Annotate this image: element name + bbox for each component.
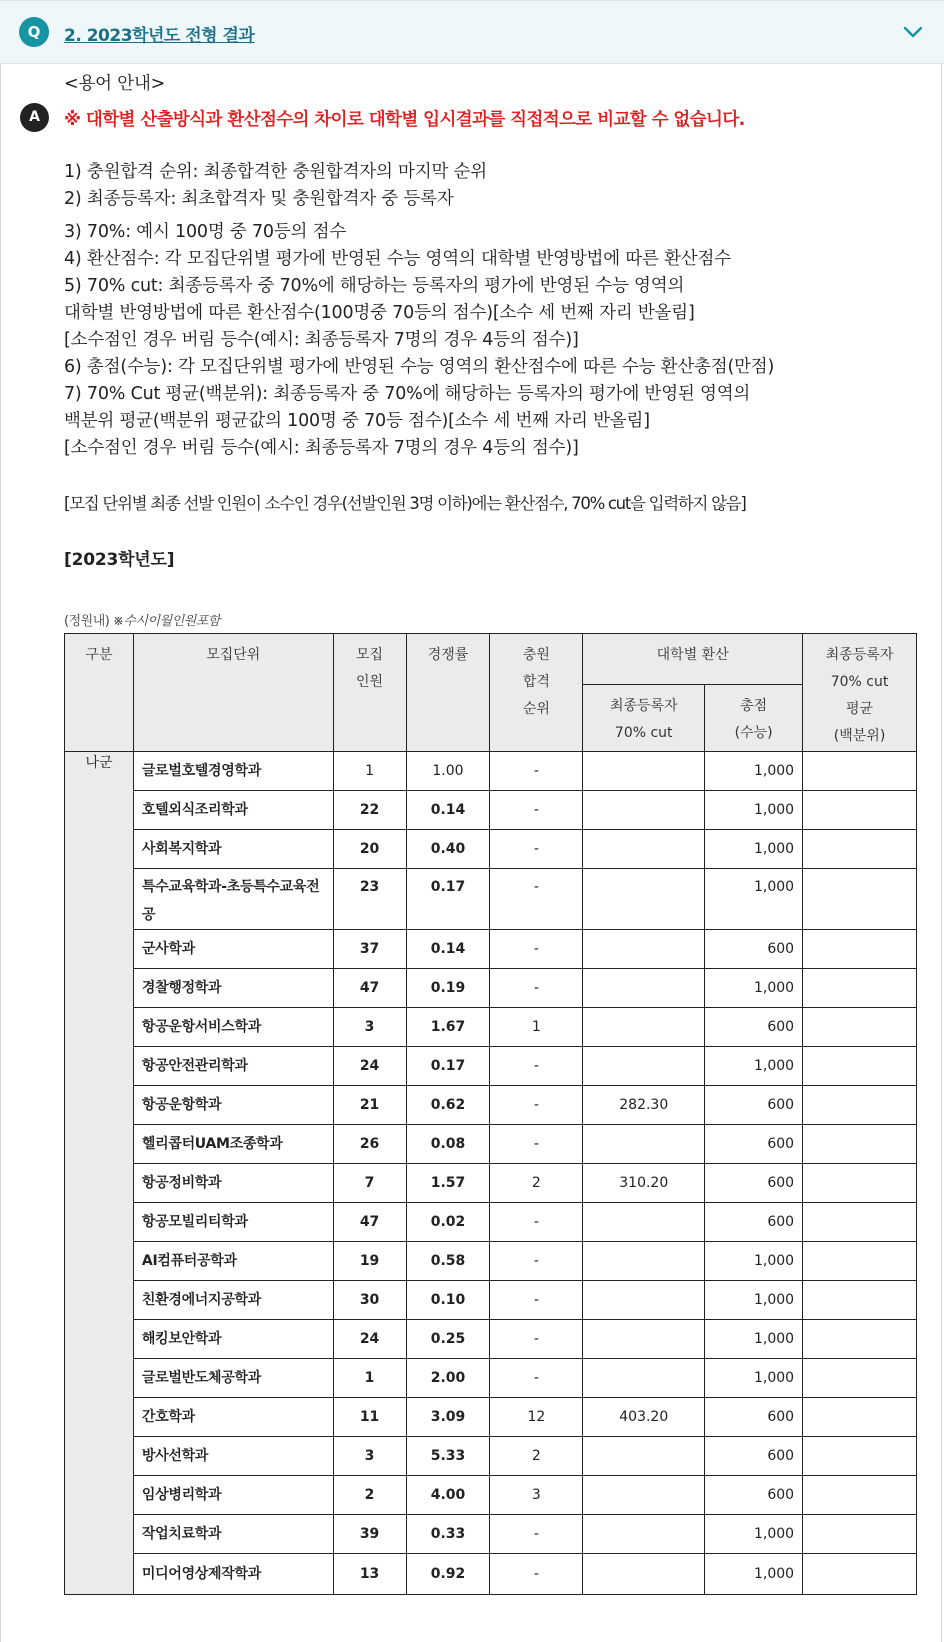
cut-score-cell [583, 791, 705, 830]
table-row [65, 969, 917, 1008]
total-score-cell: 1,000 [705, 1047, 803, 1086]
quota-cell: 13 [333, 1554, 406, 1595]
header-avg-line: 최종등록자 [825, 647, 894, 663]
total-score-cell: 600 [705, 1164, 803, 1203]
cut-score-cell: 310.20 [583, 1164, 705, 1203]
header-group: 구분 [65, 634, 134, 752]
rank-cell: - [490, 830, 583, 869]
total-score-cell: 1,000 [705, 1320, 803, 1359]
rate-cell: 5.33 [406, 1437, 490, 1476]
unit-name-cell: 특수교육학과-초등특수교육전공 [133, 869, 333, 930]
definition-line: 백분위 평균(백분위 평균값의 100명 중 70등 점수)[소수 세 번째 자리 반올림] [64, 411, 650, 431]
rank-cell: - [490, 1515, 583, 1554]
quota-cell: 24 [333, 1320, 406, 1359]
avg-cell [803, 1125, 917, 1164]
table-row [65, 752, 917, 791]
quota-cell: 11 [333, 1398, 406, 1437]
rate-cell: 0.25 [406, 1320, 490, 1359]
avg-cell [803, 1398, 917, 1437]
rank-cell: - [490, 791, 583, 830]
definition-line: 4) 환산점수: 각 모집단위별 평가에 반영된 수능 영역의 대학별 반영방법에 따른 환산점수 [64, 249, 731, 269]
definition-line: 1) 충원합격 순위: 최종합격한 충원합격자의 마지막 순위 [64, 162, 487, 182]
definition-line: 6) 총점(수능): 각 모집단위별 평가에 반영된 수능 영역의 환산점수에 따른 수능 환산총점(만점) [64, 357, 775, 377]
group-cell: 나군 [65, 752, 134, 1595]
table-caption [64, 610, 220, 629]
header-avg-line: (백분위) [833, 728, 886, 744]
rank-cell: - [490, 1242, 583, 1281]
rate-cell: 0.92 [406, 1554, 490, 1595]
unit-name-cell: 항공정비학과 [133, 1164, 333, 1203]
table-row [65, 1476, 917, 1515]
avg-cell [803, 1359, 917, 1398]
rank-cell: 12 [490, 1398, 583, 1437]
header-quota-line: 인원 [356, 674, 384, 690]
rank-cell: 1 [490, 1008, 583, 1047]
definition-line: 5) 70% cut: 최종등록자 중 70%에 해당하는 등록자의 평가에 반영된 수능 영역의 [64, 276, 685, 296]
avg-cell [803, 869, 917, 930]
quota-cell: 30 [333, 1281, 406, 1320]
answer-badge: A [20, 103, 49, 132]
rank-cell: - [490, 1047, 583, 1086]
unit-name-cell: 군사학과 [133, 930, 333, 969]
caption-main: (정원내) [64, 614, 110, 629]
header-cut [583, 685, 705, 752]
table-row [65, 1398, 917, 1437]
total-score-cell: 600 [705, 930, 803, 969]
cut-score-cell [583, 830, 705, 869]
header-total [705, 685, 803, 752]
rate-cell: 0.14 [406, 791, 490, 830]
table-row [65, 1125, 917, 1164]
total-score-cell: 1,000 [705, 1242, 803, 1281]
quota-cell: 39 [333, 1515, 406, 1554]
cut-score-cell [583, 752, 705, 791]
total-score-cell: 600 [705, 1086, 803, 1125]
year-heading: [2023학년도] [64, 550, 175, 570]
unit-name-cell: 헬리콥터UAM조종학과 [133, 1125, 333, 1164]
rate-cell: 0.14 [406, 930, 490, 969]
total-score-cell: 1,000 [705, 969, 803, 1008]
cut-score-cell [583, 1047, 705, 1086]
rank-cell: - [490, 1554, 583, 1595]
question-title[interactable]: 2. 2023학년도 전형 결과 [64, 26, 255, 46]
unit-name-cell: 항공안전관리학과 [133, 1047, 333, 1086]
header-unit: 모집단위 [133, 634, 333, 752]
total-score-cell: 1,000 [705, 1554, 803, 1595]
quota-cell: 47 [333, 969, 406, 1008]
total-score-cell: 600 [705, 1476, 803, 1515]
unit-name-cell: 임상병리학과 [133, 1476, 333, 1515]
cut-score-cell [583, 1554, 705, 1595]
header-rank-line: 순위 [522, 701, 550, 717]
unit-name-cell: 간호학과 [133, 1398, 333, 1437]
cut-score-cell [583, 1476, 705, 1515]
rate-cell: 3.09 [406, 1398, 490, 1437]
cut-score-cell: 403.20 [583, 1398, 705, 1437]
avg-cell [803, 791, 917, 830]
total-score-cell: 600 [705, 1203, 803, 1242]
cut-score-cell [583, 1125, 705, 1164]
quota-cell: 3 [333, 1437, 406, 1476]
table-row [65, 1515, 917, 1554]
rate-cell: 1.57 [406, 1164, 490, 1203]
header-total-line: (수능) [734, 725, 773, 742]
avg-cell [803, 1164, 917, 1203]
avg-cell [803, 1047, 917, 1086]
avg-cell [803, 830, 917, 869]
table-row [65, 930, 917, 969]
rank-cell: - [490, 1281, 583, 1320]
table-row [65, 869, 917, 930]
rate-cell: 0.62 [406, 1086, 490, 1125]
quota-cell: 20 [333, 830, 406, 869]
header-avg-line: 평균 [846, 701, 874, 717]
table-row [65, 1008, 917, 1047]
question-header[interactable] [0, 0, 944, 64]
cut-score-cell [583, 1008, 705, 1047]
unit-name-cell: 항공운항서비스학과 [133, 1008, 333, 1047]
quota-cell: 19 [333, 1242, 406, 1281]
header-rank-line: 합격 [522, 674, 550, 690]
cut-score-cell [583, 1242, 705, 1281]
terms-intro: <용어 안내> [64, 74, 166, 94]
header-avg [803, 634, 917, 752]
rank-cell: - [490, 869, 583, 930]
rank-cell: 3 [490, 1476, 583, 1515]
total-score-cell: 1,000 [705, 791, 803, 830]
rank-cell: - [490, 1203, 583, 1242]
avg-cell [803, 1086, 917, 1125]
header-total-line: 총점 [740, 698, 768, 715]
avg-cell [803, 1008, 917, 1047]
unit-name-cell: 호텔외식조리학과 [133, 791, 333, 830]
results-table [64, 633, 917, 1595]
total-score-cell: 1,000 [705, 869, 803, 930]
rank-cell: - [490, 1086, 583, 1125]
header-quota [333, 634, 406, 752]
rate-cell: 0.19 [406, 969, 490, 1008]
rate-cell: 4.00 [406, 1476, 490, 1515]
avg-cell [803, 1554, 917, 1595]
cut-score-cell [583, 1515, 705, 1554]
unit-name-cell: 항공운항학과 [133, 1086, 333, 1125]
cut-score-cell [583, 930, 705, 969]
avg-cell [803, 969, 917, 1008]
quota-cell: 1 [333, 752, 406, 791]
table-row [65, 1554, 917, 1595]
caption-sub: ※수시이월인원포함 [112, 614, 220, 629]
table-row [65, 1203, 917, 1242]
total-score-cell: 1,000 [705, 752, 803, 791]
quota-cell: 3 [333, 1008, 406, 1047]
avg-cell [803, 1281, 917, 1320]
unit-name-cell: 작업치료학과 [133, 1515, 333, 1554]
total-score-cell: 1,000 [705, 830, 803, 869]
header-avg-line: 70% cut [830, 674, 889, 690]
rate-cell: 0.40 [406, 830, 490, 869]
cut-score-cell [583, 1320, 705, 1359]
total-score-cell: 600 [705, 1008, 803, 1047]
quota-cell: 23 [333, 869, 406, 930]
rate-cell: 1.00 [406, 752, 490, 791]
unit-name-cell: 경찰행정학과 [133, 969, 333, 1008]
rate-cell: 0.17 [406, 869, 490, 930]
header-rank [490, 634, 583, 752]
table-row [65, 1086, 917, 1125]
table-row [65, 1242, 917, 1281]
avg-cell [803, 1320, 917, 1359]
rate-cell: 0.02 [406, 1203, 490, 1242]
total-score-cell: 600 [705, 1125, 803, 1164]
total-score-cell: 600 [705, 1437, 803, 1476]
header-cut-line: 최종등록자 [609, 698, 678, 715]
table-row [65, 1047, 917, 1086]
chevron-down-icon[interactable] [902, 21, 924, 43]
unit-name-cell: 친환경에너지공학과 [133, 1281, 333, 1320]
unit-name-cell: 글로벌호텔경영학과 [133, 752, 333, 791]
rank-cell: - [490, 752, 583, 791]
table-row [65, 1164, 917, 1203]
cut-score-cell [583, 1203, 705, 1242]
definition-line: 3) 70%: 예시 100명 중 70등의 점수 [64, 222, 347, 242]
selection-note: [모집 단위별 최종 선발 인원이 소수인 경우(선발인원 3명 이하)에는 환산점수, 70% cut을 입력하지 않음] [64, 494, 746, 513]
quota-cell: 2 [333, 1476, 406, 1515]
total-score-cell: 1,000 [705, 1515, 803, 1554]
avg-cell [803, 752, 917, 791]
table-row [65, 1320, 917, 1359]
avg-cell [803, 1476, 917, 1515]
cut-score-cell [583, 1359, 705, 1398]
rate-cell: 0.58 [406, 1242, 490, 1281]
table-row [65, 830, 917, 869]
unit-name-cell: 미디어영상제작학과 [133, 1554, 333, 1595]
quota-cell: 24 [333, 1047, 406, 1086]
quota-cell: 21 [333, 1086, 406, 1125]
rate-cell: 0.08 [406, 1125, 490, 1164]
unit-name-cell: 사회복지학과 [133, 830, 333, 869]
quota-cell: 37 [333, 930, 406, 969]
quota-cell: 26 [333, 1125, 406, 1164]
table-row [65, 791, 917, 830]
header-rate: 경쟁률 [406, 634, 490, 752]
rank-cell: - [490, 969, 583, 1008]
rank-cell: - [490, 930, 583, 969]
header-rank-line: 충원 [522, 647, 550, 663]
table-row [65, 1359, 917, 1398]
definition-line: 7) 70% Cut 평균(백분위): 최종등록자 중 70%에 해당하는 등록자의 평가에 반영된 영역의 [64, 384, 751, 404]
table-row [65, 1437, 917, 1476]
warning-text: ※ 대학별 산출방식과 환산점수의 차이로 대학별 입시결과를 직접적으로 비교할 수 없습니다. [64, 110, 745, 130]
header-cut-line: 70% cut [614, 725, 673, 742]
cut-score-cell: 282.30 [583, 1086, 705, 1125]
quota-cell: 22 [333, 791, 406, 830]
rate-cell: 0.10 [406, 1281, 490, 1320]
quota-cell: 1 [333, 1359, 406, 1398]
unit-name-cell: 항공모빌리티학과 [133, 1203, 333, 1242]
avg-cell [803, 1437, 917, 1476]
rank-cell: 2 [490, 1437, 583, 1476]
rate-cell: 2.00 [406, 1359, 490, 1398]
avg-cell [803, 1203, 917, 1242]
avg-cell [803, 1515, 917, 1554]
definition-line: [소수점인 경우 버림 등수(예시: 최종등록자 7명의 경우 4등의 점수)] [64, 330, 579, 350]
cut-score-cell [583, 869, 705, 930]
header-quota-line: 모집 [356, 647, 384, 663]
rate-cell: 1.67 [406, 1008, 490, 1047]
cut-score-cell [583, 969, 705, 1008]
rank-cell: - [490, 1320, 583, 1359]
total-score-cell: 1,000 [705, 1359, 803, 1398]
definition-line: 대학별 반영방법에 따른 환산점수(100명중 70등의 점수)[소수 세 번째 자리 반올림] [64, 303, 695, 323]
rank-cell: - [490, 1359, 583, 1398]
avg-cell [803, 1242, 917, 1281]
cut-score-cell [583, 1437, 705, 1476]
table-row [65, 1281, 917, 1320]
unit-name-cell: 해킹보안학과 [133, 1320, 333, 1359]
total-score-cell: 1,000 [705, 1281, 803, 1320]
total-score-cell: 600 [705, 1398, 803, 1437]
quota-cell: 7 [333, 1164, 406, 1203]
rank-cell: 2 [490, 1164, 583, 1203]
unit-name-cell: 방사선학과 [133, 1437, 333, 1476]
rate-cell: 0.17 [406, 1047, 490, 1086]
rate-cell: 0.33 [406, 1515, 490, 1554]
rank-cell: - [490, 1125, 583, 1164]
definition-line: [소수점인 경우 버림 등수(예시: 최종등록자 7명의 경우 4등의 점수)] [64, 438, 579, 458]
question-badge: Q [19, 17, 49, 47]
definition-line: 2) 최종등록자: 최초합격자 및 충원합격자 중 등록자 [64, 189, 454, 209]
header-convert: 대학별 환산 [583, 634, 803, 685]
cut-score-cell [583, 1281, 705, 1320]
quota-cell: 47 [333, 1203, 406, 1242]
avg-cell [803, 930, 917, 969]
unit-name-cell: AI컴퓨터공학과 [133, 1242, 333, 1281]
unit-name-cell: 글로벌반도체공학과 [133, 1359, 333, 1398]
